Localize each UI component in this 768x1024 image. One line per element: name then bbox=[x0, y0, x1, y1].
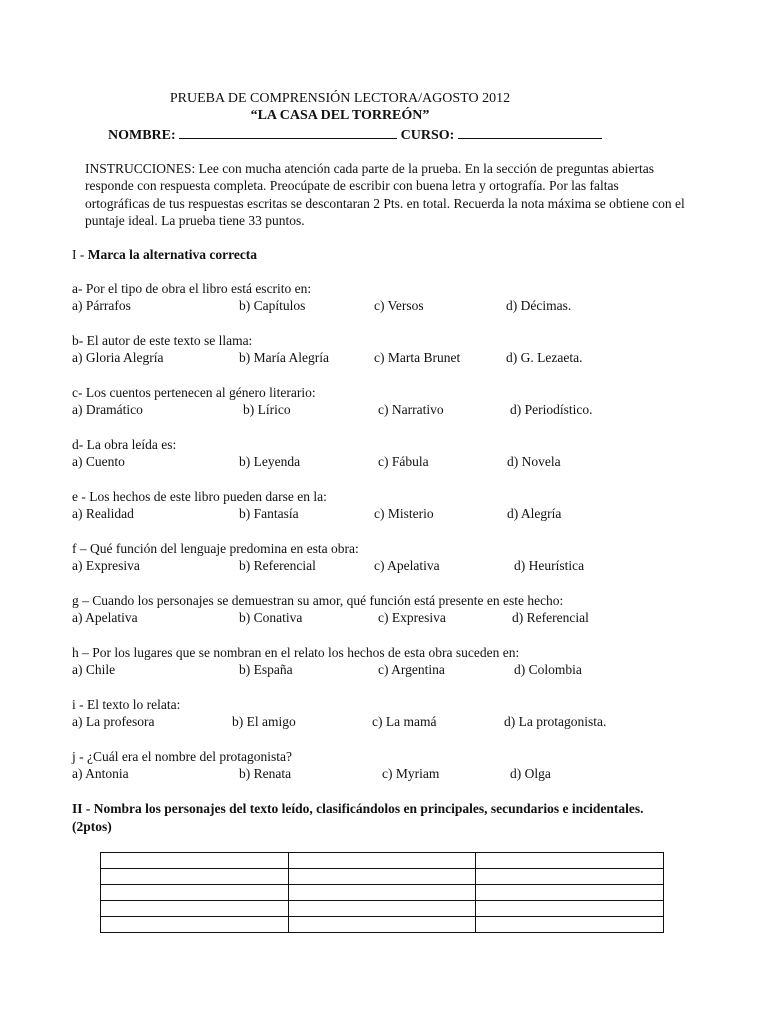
option-d[interactable]: d) G. Lezaeta. bbox=[506, 350, 583, 365]
table-cell[interactable] bbox=[101, 901, 289, 917]
option-a[interactable]: a) Cuento bbox=[72, 454, 125, 469]
section-2-heading: II - Nombra los personajes del texto leído, clasificándolos en principales, secundarios e incidentales. (2ptos) bbox=[72, 801, 644, 834]
exam-title: PRUEBA DE COMPRENSIÓN LECTORA/AGOSTO 2012 bbox=[169, 91, 511, 106]
table-cell[interactable] bbox=[476, 853, 664, 869]
option-b[interactable]: b) Fantasía bbox=[239, 506, 299, 521]
option-d[interactable]: d) Heurística bbox=[514, 558, 585, 573]
option-c[interactable]: c) Misterio bbox=[374, 506, 434, 521]
table-row bbox=[101, 869, 664, 885]
option-b[interactable]: b) Capítulos bbox=[239, 298, 306, 313]
question-stem: d- La obra leída es: bbox=[72, 437, 177, 452]
question-e bbox=[72, 488, 712, 523]
option-a[interactable]: a) Antonia bbox=[72, 766, 129, 781]
instructions: INSTRUCCIONES: Lee con mucha atención cada parte de la prueba. En la sección de preguntas abiertas responde con respuesta completa. Preocúpate de escribir con buena letra y ortografía. Por las faltas ortográficas de tus respuestas escritas se descontaran 2 Pts. en total. Recuerda la nota máxima se obtiene con el puntaje ideal. La prueba tiene 33 puntos. bbox=[85, 161, 685, 228]
table-cell[interactable] bbox=[476, 869, 664, 885]
table-cell[interactable] bbox=[288, 885, 476, 901]
table-cell[interactable] bbox=[288, 853, 476, 869]
question-stem: c- Los cuentos pertenecen al género literario: bbox=[72, 385, 316, 400]
option-c[interactable]: c) Versos bbox=[374, 298, 424, 313]
option-b[interactable]: b) El amigo bbox=[232, 714, 296, 729]
option-b[interactable]: b) Conativa bbox=[239, 610, 303, 625]
course-label: CURSO: bbox=[400, 128, 455, 143]
option-c[interactable]: c) Marta Brunet bbox=[374, 350, 461, 365]
option-a[interactable]: a) Expresiva bbox=[72, 558, 140, 573]
table-cell[interactable] bbox=[476, 917, 664, 933]
question-f bbox=[72, 540, 712, 575]
table-cell[interactable] bbox=[288, 917, 476, 933]
question-stem: b- El autor de este texto se llama: bbox=[72, 333, 253, 348]
option-d[interactable]: d) Referencial bbox=[512, 610, 589, 625]
course-blank[interactable] bbox=[458, 126, 602, 139]
table-cell[interactable] bbox=[476, 901, 664, 917]
question-h bbox=[72, 644, 712, 679]
book-title: “LA CASA DEL TORREÓN” bbox=[250, 108, 430, 123]
table-row bbox=[101, 901, 664, 917]
option-a[interactable]: a) Dramático bbox=[72, 402, 143, 417]
option-d[interactable]: d) La protagonista. bbox=[504, 714, 607, 729]
table-cell[interactable] bbox=[101, 853, 289, 869]
option-d[interactable]: d) Alegría bbox=[507, 506, 562, 521]
option-a[interactable]: a) Gloria Alegría bbox=[72, 350, 164, 365]
name-course-line bbox=[108, 126, 602, 144]
option-b[interactable]: b) Renata bbox=[239, 766, 292, 781]
option-c[interactable]: c) Argentina bbox=[378, 662, 445, 677]
option-d[interactable]: d) Décimas. bbox=[506, 298, 572, 313]
table-row bbox=[101, 885, 664, 901]
table-row bbox=[101, 917, 664, 933]
table-cell[interactable] bbox=[101, 885, 289, 901]
question-stem: g – Cuando los personajes se demuestran su amor, qué función está presente en este hecho: bbox=[72, 593, 564, 608]
option-a[interactable]: a) Chile bbox=[72, 662, 116, 677]
question-a bbox=[72, 280, 712, 315]
question-stem: j - ¿Cuál era el nombre del protagonista? bbox=[72, 749, 293, 764]
name-blank[interactable] bbox=[179, 126, 397, 139]
question-c bbox=[72, 384, 712, 419]
option-b[interactable]: b) María Alegría bbox=[239, 350, 329, 365]
question-stem: e - Los hechos de este libro pueden darse en la: bbox=[72, 489, 327, 504]
name-label: NOMBRE: bbox=[108, 128, 176, 143]
table-cell[interactable] bbox=[101, 917, 289, 933]
question-g bbox=[72, 592, 712, 627]
option-d[interactable]: d) Colombia bbox=[514, 662, 582, 677]
option-a[interactable]: a) Realidad bbox=[72, 506, 134, 521]
option-d[interactable]: d) Novela bbox=[507, 454, 561, 469]
question-stem: i - El texto lo relata: bbox=[72, 697, 181, 712]
option-a[interactable]: a) Apelativa bbox=[72, 610, 138, 625]
table-row bbox=[101, 853, 664, 869]
table-cell[interactable] bbox=[288, 901, 476, 917]
option-b[interactable]: b) Referencial bbox=[239, 558, 316, 573]
characters-table bbox=[100, 852, 664, 933]
option-a[interactable]: a) La profesora bbox=[72, 714, 155, 729]
option-c[interactable]: c) Expresiva bbox=[378, 610, 446, 625]
option-d[interactable]: d) Periodístico. bbox=[510, 402, 593, 417]
option-d[interactable]: d) Olga bbox=[510, 766, 551, 781]
question-b bbox=[72, 332, 712, 367]
section-1-prefix: I - bbox=[72, 247, 85, 262]
option-c[interactable]: c) Myriam bbox=[382, 766, 440, 781]
option-a[interactable]: a) Párrafos bbox=[72, 298, 131, 313]
question-i bbox=[72, 696, 712, 731]
table-cell[interactable] bbox=[101, 869, 289, 885]
table-cell[interactable] bbox=[288, 869, 476, 885]
option-c[interactable]: c) Narrativo bbox=[378, 402, 444, 417]
question-stem: a- Por el tipo de obra el libro está escrito en: bbox=[72, 281, 312, 296]
section-1-heading bbox=[72, 246, 257, 263]
option-b[interactable]: b) Leyenda bbox=[239, 454, 301, 469]
option-b[interactable]: b) España bbox=[239, 662, 293, 677]
question-d bbox=[72, 436, 712, 471]
question-stem: f – Qué función del lenguaje predomina en esta obra: bbox=[72, 541, 359, 556]
table-cell[interactable] bbox=[476, 885, 664, 901]
question-stem: h – Por los lugares que se nombran en el relato los hechos de esta obra suceden en: bbox=[72, 645, 520, 660]
section-1-title: Marca la alternativa correcta bbox=[87, 247, 258, 262]
option-c[interactable]: c) Fábula bbox=[378, 454, 429, 469]
question-j bbox=[72, 748, 712, 783]
option-c[interactable]: c) Apelativa bbox=[374, 558, 440, 573]
option-b[interactable]: b) Lírico bbox=[243, 402, 291, 417]
option-c[interactable]: c) La mamá bbox=[372, 714, 437, 729]
